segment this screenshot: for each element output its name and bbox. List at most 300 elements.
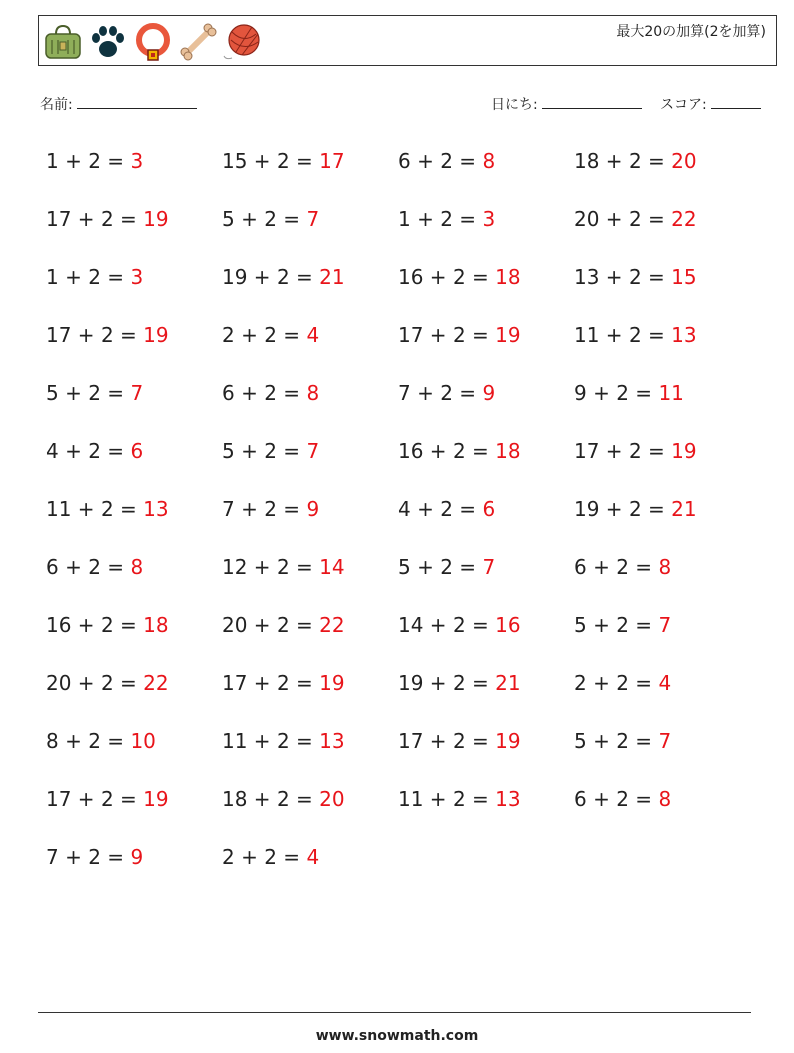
problem-operator: = xyxy=(452,381,483,405)
problem-operator: + xyxy=(71,671,101,695)
problem-operator: = xyxy=(289,555,320,579)
problem-operator: = xyxy=(465,613,496,637)
problem-operator: = xyxy=(100,381,131,405)
problem-answer: 19 xyxy=(143,787,169,811)
problem-answer: 8 xyxy=(306,381,320,405)
problem-addend-b: 2 xyxy=(276,671,290,695)
problem-addend-b: 2 xyxy=(276,613,290,637)
problem-operator: = xyxy=(641,497,672,521)
problem-answer: 21 xyxy=(671,497,697,521)
problem-item xyxy=(46,842,222,900)
problem-answer: 21 xyxy=(319,265,345,289)
problem-item xyxy=(574,668,750,726)
problem-operator: + xyxy=(71,207,101,231)
problem-item xyxy=(574,784,750,842)
problem-answer: 22 xyxy=(671,207,697,231)
problem-item xyxy=(574,378,750,436)
problem-operator: = xyxy=(100,555,131,579)
problem-operator: = xyxy=(113,207,144,231)
problem-addend-a: 7 xyxy=(46,845,59,869)
problem-addend-b: 2 xyxy=(100,323,114,347)
problem-addend-a: 13 xyxy=(574,265,600,289)
problem-answer: 7 xyxy=(658,729,672,753)
problem-addend-b: 2 xyxy=(276,729,290,753)
problem-operator: = xyxy=(641,149,672,173)
problem-answer: 22 xyxy=(143,671,169,695)
problem-answer: 6 xyxy=(130,439,144,463)
problem-answer: 8 xyxy=(130,555,144,579)
problem-operator: + xyxy=(423,787,453,811)
problem-addend-a: 18 xyxy=(222,787,248,811)
problem-operator: + xyxy=(586,787,617,811)
problem-answer: 8 xyxy=(658,555,672,579)
problem-addend-a: 5 xyxy=(222,207,235,231)
problem-addend-b: 2 xyxy=(88,555,101,579)
problem-addend-b: 2 xyxy=(440,381,453,405)
problem-operator: = xyxy=(641,207,672,231)
problem-addend-a: 5 xyxy=(46,381,59,405)
problem-addend-a: 19 xyxy=(574,497,600,521)
problem-answer: 4 xyxy=(306,845,320,869)
problem-operator: + xyxy=(247,265,277,289)
problem-addend-a: 16 xyxy=(46,613,72,637)
problem-answer: 9 xyxy=(130,845,144,869)
problem-item xyxy=(398,436,574,494)
problem-item xyxy=(398,320,574,378)
problem-answer: 8 xyxy=(482,149,496,173)
problem-addend-b: 2 xyxy=(452,613,466,637)
yarn-ball-icon xyxy=(222,22,264,62)
problem-operator: = xyxy=(100,439,131,463)
dog-bone-icon xyxy=(177,22,219,62)
problem-item xyxy=(46,320,222,378)
problem-item xyxy=(222,204,398,262)
problem-answer: 19 xyxy=(319,671,345,695)
problem-item xyxy=(46,378,222,436)
problem-addend-a: 5 xyxy=(574,613,587,637)
problem-item xyxy=(46,610,222,668)
problem-answer: 7 xyxy=(658,613,672,637)
problem-grid xyxy=(46,146,750,900)
footer-url: www.snowmath.com xyxy=(315,1028,479,1044)
problem-operator: + xyxy=(71,613,101,637)
problem-operator: + xyxy=(247,787,277,811)
problem-operator: = xyxy=(113,671,144,695)
problem-addend-a: 17 xyxy=(222,671,248,695)
problem-answer: 19 xyxy=(495,323,521,347)
problem-addend-b: 2 xyxy=(628,439,642,463)
date-blank-line[interactable] xyxy=(542,94,642,109)
problem-addend-a: 5 xyxy=(574,729,587,753)
pet-collar-icon xyxy=(132,22,174,62)
problem-operator: = xyxy=(113,613,144,637)
problem-answer: 4 xyxy=(306,323,320,347)
problem-operator: = xyxy=(465,265,496,289)
problem-item xyxy=(398,668,574,726)
problem-operator: = xyxy=(465,439,496,463)
problem-addend-a: 6 xyxy=(574,555,587,579)
score-label: スコア: xyxy=(660,97,707,113)
problem-answer: 3 xyxy=(482,207,496,231)
problem-addend-a: 17 xyxy=(574,439,600,463)
problem-operator: + xyxy=(410,555,441,579)
problem-addend-b: 2 xyxy=(88,149,101,173)
problem-operator: + xyxy=(599,149,629,173)
problem-operator: + xyxy=(423,671,453,695)
problem-operator: + xyxy=(58,149,89,173)
problem-item xyxy=(222,552,398,610)
problem-addend-b: 2 xyxy=(452,323,466,347)
problem-operator: + xyxy=(410,207,441,231)
problem-addend-b: 2 xyxy=(264,381,277,405)
problem-answer: 9 xyxy=(306,497,320,521)
problem-addend-a: 6 xyxy=(574,787,587,811)
score-blank-line[interactable] xyxy=(711,94,761,109)
problem-item xyxy=(574,262,750,320)
problem-answer: 3 xyxy=(130,265,144,289)
problem-operator: = xyxy=(100,149,131,173)
problem-item xyxy=(574,436,750,494)
problem-addend-b: 2 xyxy=(616,787,629,811)
problem-addend-b: 2 xyxy=(100,671,114,695)
problem-addend-a: 7 xyxy=(222,497,235,521)
problem-answer: 3 xyxy=(130,149,144,173)
problem-addend-a: 12 xyxy=(222,555,248,579)
problem-item xyxy=(222,842,398,900)
problem-operator: + xyxy=(586,613,617,637)
problem-operator: + xyxy=(586,555,617,579)
problem-addend-b: 2 xyxy=(440,555,453,579)
name-field[interactable] xyxy=(40,94,197,114)
problem-item xyxy=(222,146,398,204)
problem-addend-a: 17 xyxy=(398,729,424,753)
problem-answer: 16 xyxy=(495,613,521,637)
problem-answer: 19 xyxy=(495,729,521,753)
problem-item xyxy=(398,494,574,552)
problem-addend-b: 2 xyxy=(264,439,277,463)
problem-operator: + xyxy=(410,149,441,173)
problem-answer: 13 xyxy=(671,323,697,347)
problem-addend-b: 2 xyxy=(616,729,629,753)
problem-addend-a: 11 xyxy=(222,729,248,753)
problem-addend-b: 2 xyxy=(88,845,101,869)
icon-strip xyxy=(42,22,264,62)
problem-item xyxy=(222,436,398,494)
problem-addend-b: 2 xyxy=(88,439,101,463)
problem-operator: + xyxy=(247,671,277,695)
problem-operator: + xyxy=(599,323,629,347)
problem-answer: 22 xyxy=(319,613,345,637)
problem-operator: + xyxy=(234,381,265,405)
problem-operator: = xyxy=(113,787,144,811)
name-blank-line[interactable] xyxy=(77,94,197,109)
problem-operator: = xyxy=(465,671,496,695)
problem-operator: = xyxy=(289,729,320,753)
problem-addend-a: 20 xyxy=(222,613,248,637)
problem-item xyxy=(46,494,222,552)
problem-addend-a: 18 xyxy=(574,149,600,173)
problem-answer: 13 xyxy=(319,729,345,753)
problem-operator: = xyxy=(276,439,307,463)
problem-item xyxy=(574,320,750,378)
problem-operator: = xyxy=(289,265,320,289)
problem-item xyxy=(398,204,574,262)
problem-addend-a: 6 xyxy=(398,149,411,173)
problem-item xyxy=(574,146,750,204)
problem-answer: 10 xyxy=(130,729,156,753)
problem-operator: + xyxy=(247,729,277,753)
problem-operator: + xyxy=(234,323,265,347)
problem-operator: = xyxy=(628,381,659,405)
problem-item xyxy=(574,610,750,668)
problem-answer: 4 xyxy=(658,671,672,695)
problem-operator: = xyxy=(100,845,131,869)
problem-addend-b: 2 xyxy=(264,497,277,521)
problem-addend-a: 6 xyxy=(46,555,59,579)
date-label: 日にち: xyxy=(491,97,538,113)
problem-item xyxy=(398,262,574,320)
problem-addend-b: 2 xyxy=(100,787,114,811)
problem-answer: 15 xyxy=(671,265,697,289)
problem-item xyxy=(46,436,222,494)
problem-operator: + xyxy=(58,265,89,289)
problem-item xyxy=(574,552,750,610)
problem-addend-a: 2 xyxy=(222,323,235,347)
footer-divider xyxy=(38,1012,751,1013)
problem-item xyxy=(574,204,750,262)
problem-addend-b: 2 xyxy=(276,555,290,579)
problem-operator: = xyxy=(628,555,659,579)
problem-addend-b: 2 xyxy=(88,729,101,753)
problem-item xyxy=(222,668,398,726)
problem-operator: = xyxy=(289,149,320,173)
problem-answer: 6 xyxy=(482,497,496,521)
problem-addend-b: 2 xyxy=(276,787,290,811)
problem-addend-a: 16 xyxy=(398,439,424,463)
problem-operator: + xyxy=(586,671,617,695)
problem-operator: = xyxy=(289,671,320,695)
problem-operator: = xyxy=(465,787,496,811)
problem-addend-a: 17 xyxy=(46,207,72,231)
problem-addend-b: 2 xyxy=(452,729,466,753)
problem-operator: = xyxy=(289,613,320,637)
problem-addend-b: 2 xyxy=(440,149,453,173)
problem-item xyxy=(222,726,398,784)
problem-operator: = xyxy=(465,323,496,347)
problem-operator: + xyxy=(71,497,101,521)
problem-item xyxy=(398,552,574,610)
problem-answer: 17 xyxy=(319,149,345,173)
problem-item xyxy=(46,784,222,842)
problem-addend-b: 2 xyxy=(628,207,642,231)
date-field[interactable] xyxy=(491,94,642,114)
problem-addend-a: 11 xyxy=(574,323,600,347)
problem-operator: + xyxy=(247,149,277,173)
problem-operator: + xyxy=(599,265,629,289)
problem-operator: + xyxy=(423,265,453,289)
problem-operator: + xyxy=(234,207,265,231)
problem-addend-b: 2 xyxy=(264,323,277,347)
problem-operator: = xyxy=(452,207,483,231)
problem-operator: + xyxy=(410,381,441,405)
problem-operator: = xyxy=(289,787,320,811)
problem-operator: = xyxy=(113,323,144,347)
problem-answer: 19 xyxy=(143,207,169,231)
problem-addend-a: 14 xyxy=(398,613,424,637)
problem-answer: 11 xyxy=(658,381,684,405)
worksheet-header xyxy=(38,15,777,66)
problem-operator: + xyxy=(410,497,441,521)
problem-operator: = xyxy=(452,497,483,521)
problem-addend-a: 8 xyxy=(46,729,59,753)
problem-addend-a: 2 xyxy=(222,845,235,869)
problem-operator: = xyxy=(641,439,672,463)
problem-addend-a: 11 xyxy=(46,497,72,521)
problem-operator: = xyxy=(276,497,307,521)
problem-operator: + xyxy=(234,439,265,463)
problem-item xyxy=(222,494,398,552)
problem-operator: = xyxy=(276,207,307,231)
score-field[interactable] xyxy=(660,94,761,114)
problem-addend-b: 2 xyxy=(628,265,642,289)
problem-addend-a: 20 xyxy=(46,671,72,695)
problem-operator: = xyxy=(100,265,131,289)
problem-answer: 18 xyxy=(495,265,521,289)
problem-addend-b: 2 xyxy=(616,381,629,405)
pet-carrier-icon xyxy=(42,22,84,62)
problem-operator: + xyxy=(71,787,101,811)
problem-addend-a: 20 xyxy=(574,207,600,231)
problem-item xyxy=(222,610,398,668)
problem-addend-a: 17 xyxy=(46,323,72,347)
problem-answer: 13 xyxy=(495,787,521,811)
problem-item xyxy=(398,726,574,784)
problem-operator: + xyxy=(58,439,89,463)
problem-item xyxy=(398,610,574,668)
problem-operator: + xyxy=(58,381,89,405)
problem-operator: = xyxy=(628,729,659,753)
problem-operator: = xyxy=(628,787,659,811)
problem-addend-b: 2 xyxy=(100,497,114,521)
problem-operator: + xyxy=(423,613,453,637)
problem-addend-a: 11 xyxy=(398,787,424,811)
problem-addend-b: 2 xyxy=(440,207,453,231)
problem-answer: 21 xyxy=(495,671,521,695)
problem-addend-b: 2 xyxy=(88,265,101,289)
problem-addend-a: 19 xyxy=(222,265,248,289)
problem-operator: + xyxy=(599,207,629,231)
problem-addend-b: 2 xyxy=(440,497,453,521)
problem-addend-a: 1 xyxy=(46,149,59,173)
problem-item xyxy=(398,378,574,436)
problem-operator: = xyxy=(465,729,496,753)
problem-addend-a: 6 xyxy=(222,381,235,405)
problem-operator: + xyxy=(58,555,89,579)
problem-operator: = xyxy=(452,555,483,579)
problem-addend-b: 2 xyxy=(264,845,277,869)
problem-operator: = xyxy=(276,845,307,869)
problem-addend-b: 2 xyxy=(100,613,114,637)
problem-addend-b: 2 xyxy=(88,381,101,405)
problem-addend-b: 2 xyxy=(452,787,466,811)
problem-addend-a: 15 xyxy=(222,149,248,173)
problem-addend-a: 2 xyxy=(574,671,587,695)
problem-answer: 19 xyxy=(143,323,169,347)
problem-addend-b: 2 xyxy=(628,497,642,521)
problem-addend-b: 2 xyxy=(276,149,290,173)
problem-answer: 9 xyxy=(482,381,496,405)
problem-item xyxy=(46,552,222,610)
problem-addend-a: 19 xyxy=(398,671,424,695)
problem-operator: = xyxy=(100,729,131,753)
problem-addend-a: 4 xyxy=(46,439,59,463)
problem-addend-b: 2 xyxy=(628,149,642,173)
problem-operator: + xyxy=(599,497,629,521)
problem-operator: = xyxy=(276,381,307,405)
problem-operator: = xyxy=(113,497,144,521)
problem-addend-b: 2 xyxy=(264,207,277,231)
problem-item xyxy=(398,146,574,204)
problem-operator: + xyxy=(234,845,265,869)
problem-operator: = xyxy=(628,671,659,695)
problem-operator: = xyxy=(641,323,672,347)
problem-item xyxy=(574,494,750,552)
problem-addend-a: 17 xyxy=(46,787,72,811)
problem-addend-b: 2 xyxy=(616,555,629,579)
problem-addend-b: 2 xyxy=(452,439,466,463)
problem-operator: = xyxy=(641,265,672,289)
problem-operator: + xyxy=(247,555,277,579)
problem-operator: + xyxy=(423,323,453,347)
problem-addend-a: 1 xyxy=(46,265,59,289)
problem-addend-a: 9 xyxy=(574,381,587,405)
problem-item xyxy=(46,146,222,204)
problem-operator: = xyxy=(276,323,307,347)
problem-addend-a: 1 xyxy=(398,207,411,231)
problem-item xyxy=(46,204,222,262)
problem-item xyxy=(222,378,398,436)
problem-addend-b: 2 xyxy=(276,265,290,289)
problem-answer: 14 xyxy=(319,555,345,579)
problem-operator: + xyxy=(234,497,265,521)
problem-operator: + xyxy=(586,729,617,753)
problem-operator: + xyxy=(71,323,101,347)
problem-operator: = xyxy=(452,149,483,173)
problem-addend-a: 4 xyxy=(398,497,411,521)
problem-addend-b: 2 xyxy=(452,671,466,695)
problem-item xyxy=(46,726,222,784)
problem-answer: 8 xyxy=(658,787,672,811)
problem-item xyxy=(46,262,222,320)
problem-answer: 7 xyxy=(482,555,496,579)
problem-addend-a: 5 xyxy=(398,555,411,579)
problem-operator: + xyxy=(58,729,89,753)
problem-addend-b: 2 xyxy=(616,671,629,695)
problem-operator: + xyxy=(423,439,453,463)
paw-print-icon xyxy=(87,22,129,62)
problem-addend-a: 7 xyxy=(398,381,411,405)
problem-addend-b: 2 xyxy=(616,613,629,637)
problem-answer: 20 xyxy=(319,787,345,811)
problem-operator: + xyxy=(599,439,629,463)
name-label: 名前: xyxy=(40,97,73,113)
problem-answer: 13 xyxy=(143,497,169,521)
worksheet-title: 最大20の加算(2を加算) xyxy=(616,24,766,40)
problem-operator: + xyxy=(586,381,617,405)
problem-item xyxy=(222,784,398,842)
problem-addend-b: 2 xyxy=(452,265,466,289)
problem-addend-a: 16 xyxy=(398,265,424,289)
